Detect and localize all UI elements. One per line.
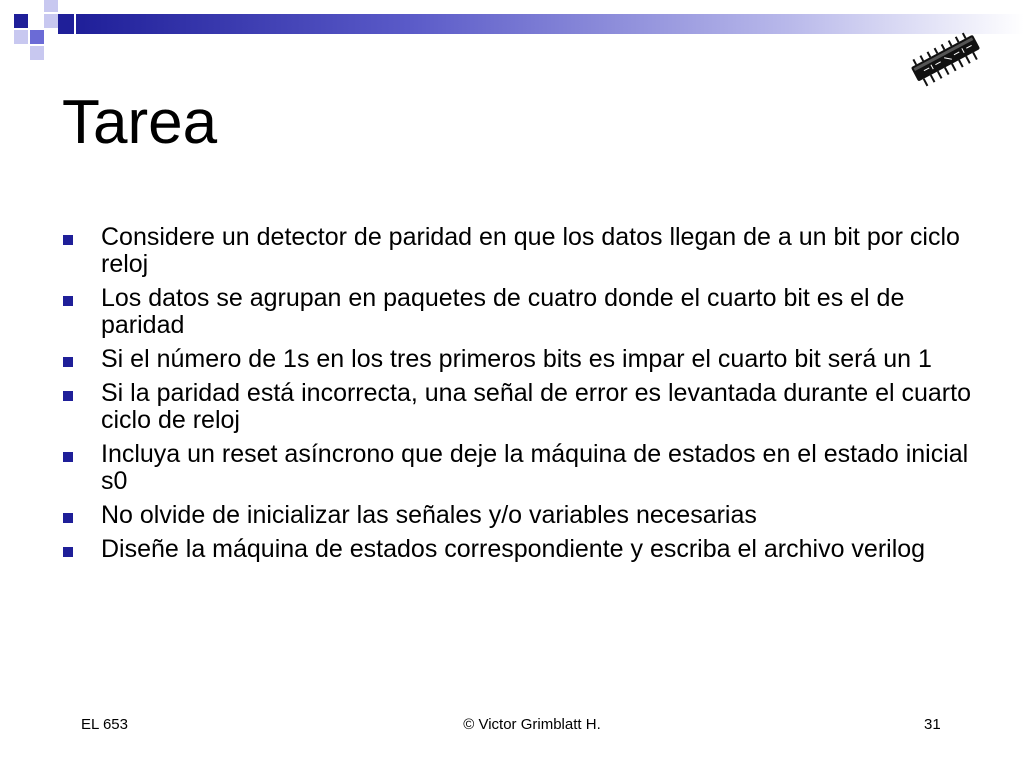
- footer-page-number: 31: [924, 716, 941, 733]
- corner-square-decoration: [44, 14, 58, 28]
- square-bullet-icon: [63, 357, 73, 367]
- corner-square-decoration: [14, 14, 28, 28]
- bullet-text: Considere un detector de paridad en que los datos llegan de a un bit por ciclo reloj: [101, 223, 960, 278]
- integrated-circuit-chip-icon: [905, 28, 987, 90]
- list-item: [62, 224, 982, 278]
- footer-course-code: EL 653: [81, 716, 128, 733]
- bullet-text: Los datos se agrupan en paquetes de cuatro donde el cuarto bit es el de paridad: [101, 284, 905, 339]
- bullet-text: Si el número de 1s en los tres primeros bits es impar el cuarto bit será un 1: [101, 345, 932, 373]
- corner-square-decoration: [44, 0, 58, 12]
- square-bullet-icon: [63, 513, 73, 523]
- list-item: [62, 536, 982, 563]
- bullet-text: Diseñe la máquina de estados correspondiente y escriba el archivo verilog: [101, 535, 926, 563]
- list-item: [62, 285, 982, 339]
- list-item: [62, 346, 982, 373]
- bullet-text: No olvide de inicializar las señales y/o variables necesarias: [101, 501, 757, 529]
- bullet-list: [62, 224, 982, 570]
- square-bullet-icon: [63, 391, 73, 401]
- corner-square-decoration: [30, 30, 44, 44]
- list-item: [62, 502, 982, 529]
- corner-square-decoration: [30, 46, 44, 60]
- corner-square-decoration: [14, 30, 28, 44]
- header-gradient-bar: [76, 14, 1024, 34]
- corner-square-decoration: [58, 14, 74, 34]
- list-item: [62, 441, 982, 495]
- square-bullet-icon: [63, 296, 73, 306]
- footer-author: © Victor Grimblatt H.: [463, 716, 601, 733]
- slide-title: Tarea: [62, 88, 218, 157]
- square-bullet-icon: [63, 235, 73, 245]
- list-item: [62, 380, 982, 434]
- bullet-text: Si la paridad está incorrecta, una señal de error es levantada durante el cuarto ciclo de reloj: [101, 379, 971, 434]
- bullet-text: Incluya un reset asíncrono que deje la máquina de estados en el estado inicial s0: [101, 440, 969, 495]
- square-bullet-icon: [63, 547, 73, 557]
- square-bullet-icon: [63, 452, 73, 462]
